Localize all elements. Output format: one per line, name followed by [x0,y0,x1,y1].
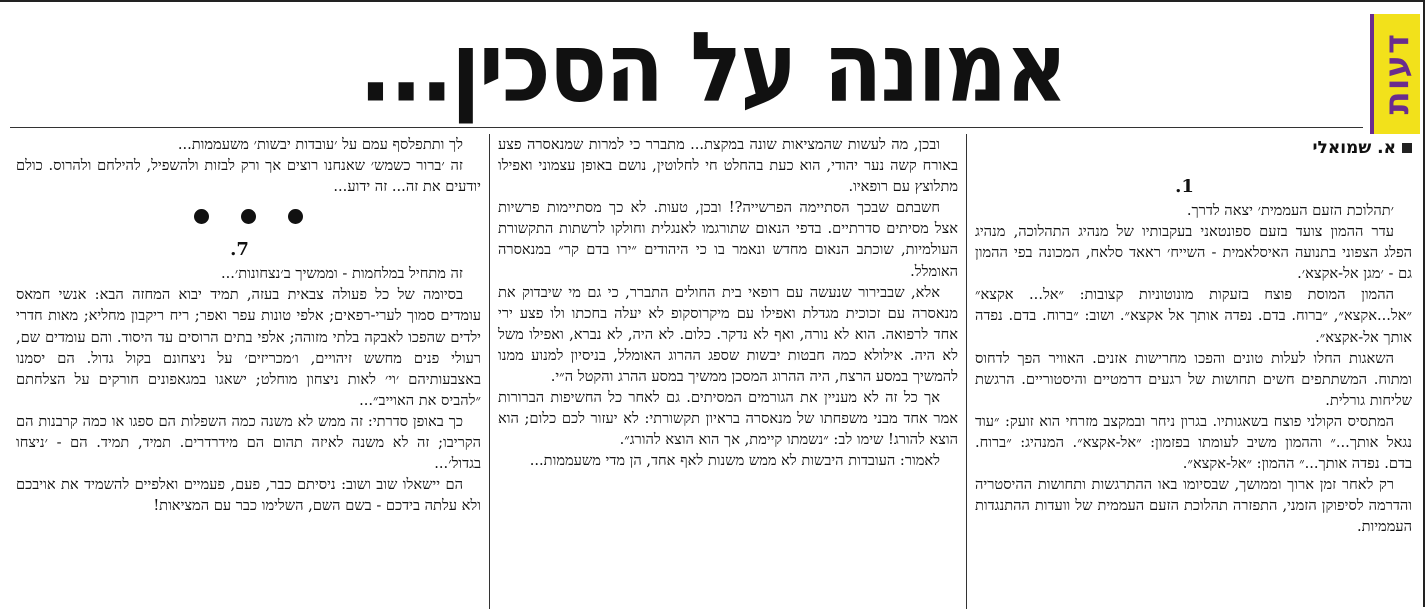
paragraph: חשבתם שבכך הסתיימה הפרשייה?! ובכן, טעות. לא כך מסתיימות פרשיות אצל מסיתים סדרתיים. בדפי הנאום שתורגמו לאנגלית וחולקו לרשתות התקשורת העולמיות, שוכתב הנאום מחדש ונאמר בו כי היהודים ״ירו בדם קר״ במנאסרה האומלל. [498,199,958,280]
paragraph: עדר ההמון צועד בזעם ספונטאני בעקבותיו של מנהיג התהלוכה, מנהיג הפלג הצפוני בתנועה האיסלאמית - השייח׳ ראאד סלאח, המכונה בפי ההמון גם - ׳מגן אל-אקצא׳. [975,223,1412,283]
dot-icon [288,209,303,224]
paragraph: לאמור: העובדות היבשות לא ממש משנות לאף אחד, הן מדי משעממות... [529,452,940,470]
paragraph: ׳תהלוכת הזעם העממית׳ יצאה לדרך. [1186,202,1394,219]
byline-square-icon [1402,143,1412,153]
paragraph: זה ׳ברור כשמש׳ שאנחנו רוצים אך ורק לבזות ולהשפיל, להילחם ולהרוס. כולם יודעים את זה... זה ידוע... [16,157,481,196]
paragraph: הם יישאלו שוב ושוב: ניסיתם כבר, פעם, פעמיים ואלפיים להשמיד את אויבכם ולא עלתה בידכם - בשם השם, השלימו כבר עם המציאות! [16,476,481,515]
section-number: 1. [1175,176,1194,197]
headline-divider [10,127,1363,128]
paragraph: רק לאחר זמן ארוך וממושך, שבסיומו באו ההתרגשות ותחושות ההיסטריה והדרמה לסיפוקן הזמני, התפזרה תהלוכת הזעם העממית של וועדות ההתנגדות העממיות. [975,476,1412,536]
section-separator-dots [16,203,481,237]
column-1 [967,134,1420,609]
dot-icon [241,209,256,224]
headline: אמונה על הסכין... [359,12,1066,124]
paragraph: אלא, שבבירור שנעשה עם רופאי בית החולים התברר, כי גם מי שיבדוק את מנאסרה עם זכוכית מגדלת ואפילו עם מיקרוסקופ לא יעלה בחכתו ולו פצע ירי אחד לרפואה. הוא לא נורה, ואף לא נדקר. כלום. לא היה, לא נברא, ואפילו משל לא היה. אילולא כמה חבטות יבשות שספג ההרוג האומלל, בניסיון למנוע ממנו להמשיך במסע הרצח, היה ההרוג המסכן ממשיך במסע ההרג והקטל ה״י. [498,283,958,386]
paragraph: זה מתחיל במלחמות - וממשיך ב׳נצחונות׳... [220,265,463,283]
section-tab-label: דעות [1377,33,1417,115]
byline [975,134,1412,162]
paragraph: לך ותתפלסף עמם על ׳עובדות יבשות׳ משעממות... [177,136,463,153]
section-number: 7. [230,239,249,261]
column-2 [490,134,967,609]
paragraph: השאגות החלו לעלות טונים והפכו מחרישות אזנים. האוויר הפך לדחוס ומתוח. המשתתפים חשים תחושות של רגעים דרמטיים והיסטוריים. הרגשת שליחות גורלית. [975,349,1412,409]
paragraph: ובכן, מה לעשות שהמציאות שונה במקצת... מתברר כי למרות שמנאסרה פצע באורח קשה נער יהודי, הוא כעת בהחלט חי לחלוטין, נושם באופן עצמוני ואפילו מתלוצץ עם רופאיו. [498,136,958,196]
paragraph: המתסיס הקולני פוצח בשאגותיו. בגרון ניחר ובמקצב מזרחי הוא זועק: ״עוד נגאל אותך...״ וההמון משיב לעומתו בפזמון: ״אל-אקצא״. המנהיג: ״ברוח. בדם. נפדה אותך...״ ההמון: ״אל-אקצא״. [975,412,1412,473]
paragraph: בסיומה של כל פעולה צבאית בעזה, תמיד יבוא המחזה הבא: אנשי חמאס עומדים סמוך לערי-רפאים; אלפי טונות עפר ואפר; ריח ריקבון מחליא; מאות חדרי ילדים שהפכו לאבקה בלתי מזוהה; אלפי בתים הרוסים עד היסוד. והם עומדים שם, רעולי פנים מחשש זיהויים, ו׳מכריזים׳ על ניצחונם בקול גדול. הם יסמנו באצבעותיהם ׳וי׳ לאות ניצחון מוחלט; ישאגו במגאפונים חורקים על הצלחתם ״להביס את האוייב״... [16,286,481,409]
paragraph: אך כל זה לא מעניין את הגורמים המסיתים. גם לאחר כל החשיפות הברורות אמר אחד מבני משפחתו של מנאסרה בראיון תקשורתי: לא יעזור לכם כלום; הוא הוצא להורג! שימו לב: ״נשמתו קיימת, אך הוא הוצא להורג״. [498,389,958,449]
dot-icon [194,209,209,224]
paragraph: כך באופן סדרתי: זה ממש לא משנה כמה השפלות הם ספגו או כמה קרבנות הם הקריבו; זה לא משנה לאיזה תהום הם מידרדרים. תמיד, תמיד. הם - ׳ניצחו בגדול׳... [16,412,481,473]
paragraph: ההמון המוסת פוצח בזעקות מונוטוניות קצובות: ״אל... אקצא״ ״אל...אקצא״, ״ברוח. בדם. נפדה אותך אל אקצא״. ושוב: ״ברוח. בדם. נפדה אותך אל-אקצא״. [975,286,1412,346]
column-3 [8,134,490,609]
author-name: א. שמואלי [1312,138,1396,158]
article-columns [8,134,1420,609]
